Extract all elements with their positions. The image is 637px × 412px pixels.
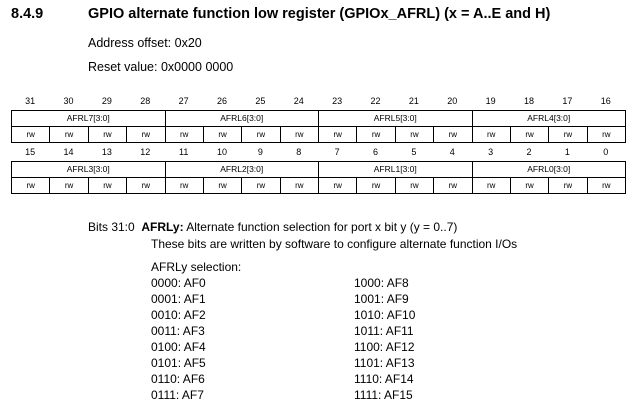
selection-item: 1101: AF13 [354, 356, 415, 370]
register-field: AFRL5[3:0] [319, 111, 473, 127]
selection-item: 0011: AF3 [151, 324, 205, 338]
bit-number: 4 [449, 147, 455, 157]
access-cell: rw [357, 127, 395, 143]
lower-field-row [11, 161, 626, 178]
bit-number: 1 [564, 147, 570, 157]
register-field: AFRL6[3:0] [166, 111, 320, 127]
bit-number: 17 [562, 96, 573, 106]
bit-number: 16 [600, 96, 611, 106]
access-cell: rw [281, 127, 319, 143]
bit-number: 7 [334, 147, 340, 157]
access-cell: rw [588, 127, 626, 143]
selection-item: 0101: AF5 [151, 356, 206, 370]
section-title: GPIO alternate function low register (GPIOx_AFRL) (x = A..E and H) [88, 6, 551, 22]
access-cell: rw [50, 127, 88, 143]
access-cell: rw [473, 127, 511, 143]
access-cell: rw [242, 178, 280, 194]
field-text: Alternate function selection for port x bit y (y = 0..7) [186, 220, 458, 234]
description-subtext: These bits are written by software to configure alternate function I/Os [151, 237, 518, 251]
access-cell: rw [396, 178, 434, 194]
bit-number: 26 [217, 96, 228, 106]
access-cell: rw [89, 127, 127, 143]
access-cell: rw [281, 178, 319, 194]
selection-item: 0010: AF2 [151, 308, 206, 322]
selection-item: 1100: AF12 [354, 340, 415, 354]
access-cell: rw [319, 127, 357, 143]
section-number: 8.4.9 [11, 6, 44, 22]
access-cell: rw [50, 178, 88, 194]
selection-item: 0111: AF7 [151, 388, 204, 402]
bit-number: 29 [101, 96, 112, 106]
access-cell: rw [204, 127, 242, 143]
register-field: AFRL7[3:0] [12, 111, 166, 127]
bit-number: 14 [63, 147, 74, 157]
bit-number: 27 [178, 96, 189, 106]
bit-number: 30 [63, 96, 74, 106]
register-field: AFRL2[3:0] [166, 162, 320, 178]
lower-access-row [11, 178, 626, 194]
selection-item: 0100: AF4 [151, 340, 206, 354]
reset-value: Reset value: 0x0000 0000 [88, 60, 234, 74]
bit-number: 28 [140, 96, 151, 106]
access-cell: rw [434, 127, 472, 143]
bits-label: Bits 31:0 [88, 220, 135, 234]
selection-item: 1110: AF14 [354, 372, 414, 386]
access-cell: rw [127, 178, 165, 194]
bit-number: 12 [140, 147, 151, 157]
address-offset: Address offset: 0x20 [88, 36, 202, 50]
bits-description [88, 220, 457, 234]
upper-bit-numbers [11, 96, 625, 110]
access-cell: rw [434, 178, 472, 194]
bit-number: 15 [25, 147, 36, 157]
bit-number: 22 [370, 96, 381, 106]
selection-item: 1010: AF10 [354, 308, 416, 322]
lower-bit-numbers [11, 147, 625, 161]
access-cell: rw [473, 178, 511, 194]
selection-title: AFRLy selection: [151, 260, 242, 274]
bit-number: 20 [447, 96, 458, 106]
access-cell: rw [166, 127, 204, 143]
access-cell: rw [12, 127, 50, 143]
register-field: AFRL4[3:0] [473, 111, 627, 127]
register-field: AFRL3[3:0] [12, 162, 166, 178]
selection-item: 0000: AF0 [151, 276, 206, 290]
access-cell: rw [166, 178, 204, 194]
selection-item: 0001: AF1 [151, 292, 206, 306]
access-cell: rw [357, 178, 395, 194]
bit-number: 2 [526, 147, 532, 157]
register-field: AFRL0[3:0] [473, 162, 627, 178]
bit-number: 0 [603, 147, 609, 157]
access-cell: rw [12, 178, 50, 194]
upper-access-row [11, 127, 626, 143]
bit-number: 18 [524, 96, 535, 106]
access-cell: rw [204, 178, 242, 194]
bit-number: 6 [373, 147, 379, 157]
field-name: AFRLy: [141, 220, 184, 234]
access-cell: rw [127, 127, 165, 143]
access-cell: rw [396, 127, 434, 143]
bit-number: 21 [408, 96, 419, 106]
bit-number: 25 [255, 96, 266, 106]
selection-item: 1111: AF15 [354, 388, 413, 402]
selection-item: 0110: AF6 [151, 372, 205, 386]
bit-number: 3 [488, 147, 494, 157]
register-table [11, 96, 625, 200]
access-cell: rw [89, 178, 127, 194]
bit-number: 31 [25, 96, 36, 106]
bit-number: 23 [332, 96, 343, 106]
access-cell: rw [242, 127, 280, 143]
bit-number: 11 [179, 147, 189, 157]
bit-number: 19 [485, 96, 496, 106]
bit-number: 13 [101, 147, 112, 157]
bit-number: 9 [257, 147, 263, 157]
selection-item: 1011: AF11 [354, 324, 414, 338]
bit-number: 5 [411, 147, 417, 157]
access-cell: rw [549, 127, 587, 143]
access-cell: rw [549, 178, 587, 194]
selection-item: 1001: AF9 [354, 292, 409, 306]
access-cell: rw [511, 178, 549, 194]
bit-number: 8 [296, 147, 302, 157]
bit-number: 24 [293, 96, 304, 106]
access-cell: rw [588, 178, 626, 194]
register-field: AFRL1[3:0] [319, 162, 473, 178]
access-cell: rw [319, 178, 357, 194]
access-cell: rw [511, 127, 549, 143]
upper-field-row [11, 110, 626, 127]
selection-item: 1000: AF8 [354, 276, 409, 290]
bit-number: 10 [217, 147, 228, 157]
